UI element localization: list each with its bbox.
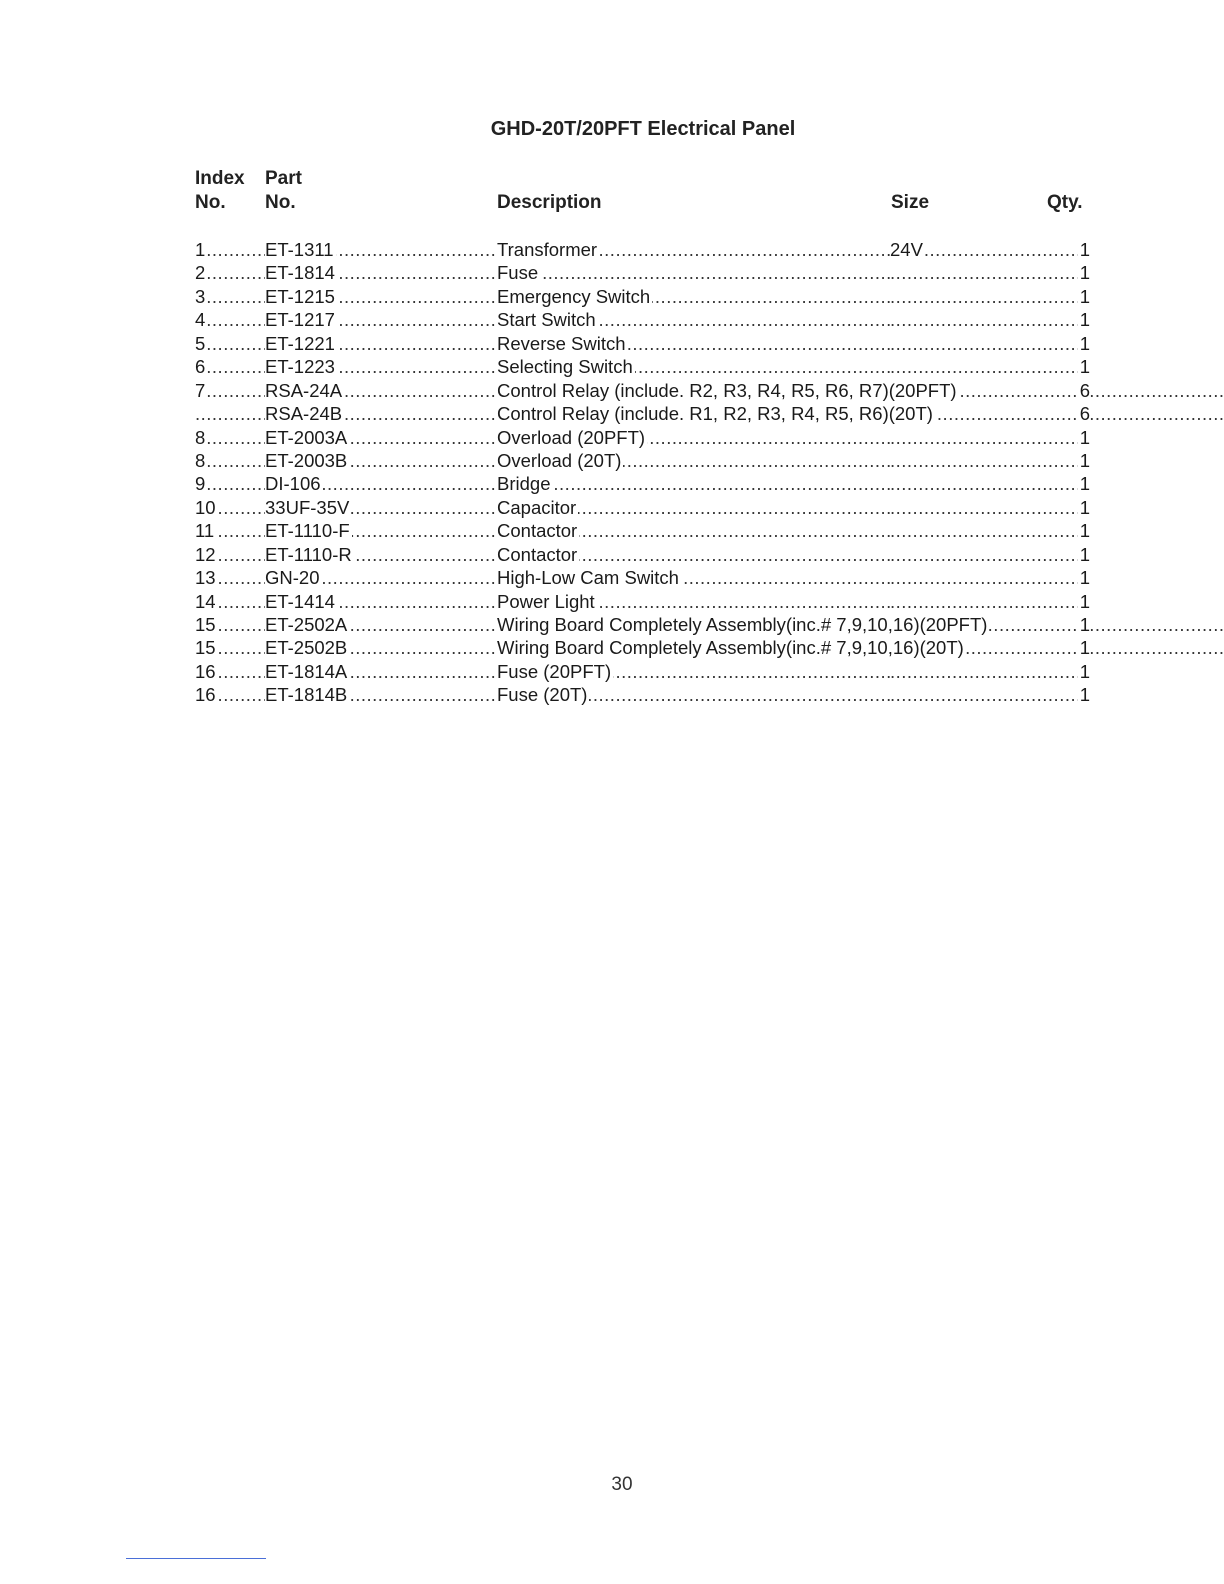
description-cell — [497, 308, 890, 331]
index-cell-text: 16 — [195, 660, 216, 682]
index-cell — [195, 566, 265, 589]
table-row — [195, 683, 1090, 706]
qty-cell: 1 — [1079, 684, 1090, 706]
part-number-cell — [265, 543, 495, 566]
table-row — [195, 238, 1090, 261]
qty-cell: 6 — [1079, 379, 1090, 401]
index-cell — [195, 543, 265, 566]
description-cell — [497, 285, 890, 308]
part-number-cell — [265, 402, 495, 425]
size-cell — [890, 543, 1088, 566]
size-cell — [890, 261, 1088, 284]
description-cell-text: Power Light — [497, 590, 595, 612]
description-cell-text: Control Relay (include. R2, R3, R4, R5, R6, R7)(20PFT) — [497, 379, 957, 401]
part-number-cell — [265, 308, 495, 331]
description-cell — [497, 238, 890, 261]
part-number-cell — [265, 261, 495, 284]
index-cell-text: 3 — [195, 285, 206, 307]
part-number-cell-text: ET-1311 — [265, 239, 334, 260]
description-cell — [497, 660, 890, 683]
index-cell-text: 15 — [195, 614, 216, 635]
description-cell-text: Fuse — [497, 262, 539, 284]
table-row — [195, 590, 1090, 613]
table-row — [195, 402, 1090, 425]
index-cell — [195, 472, 265, 495]
part-number-cell-text: RSA-24B — [265, 403, 343, 425]
part-number-cell-text: ET-2502B — [265, 637, 348, 659]
index-cell-text: 16 — [195, 684, 216, 706]
index-cell — [195, 496, 265, 519]
index-cell-text: 13 — [195, 567, 216, 589]
qty-cell: 1 — [1079, 262, 1090, 284]
page-title: GHD-20T/20PFT Electrical Panel — [490, 118, 796, 140]
index-cell — [195, 261, 265, 284]
index-cell-text: 7 — [195, 379, 206, 401]
description-cell — [497, 402, 1224, 425]
index-cell-text: 12 — [195, 543, 216, 565]
table-row — [195, 519, 1090, 542]
qty-cell: 1 — [1079, 590, 1090, 612]
table-row — [195, 261, 1090, 284]
index-cell — [195, 636, 265, 659]
size-cell — [890, 355, 1088, 378]
table-row — [195, 355, 1090, 378]
description-cell-text: Control Relay (include. R1, R2, R3, R4, R5, R6)(20T) — [497, 403, 933, 425]
size-cell — [890, 590, 1088, 613]
index-cell — [195, 379, 265, 402]
table-row — [195, 543, 1090, 566]
table-row — [195, 332, 1090, 355]
qty-cell: 1 — [1079, 356, 1090, 378]
table-row — [195, 660, 1090, 683]
qty-cell: 1 — [1079, 660, 1090, 682]
index-cell — [195, 426, 265, 449]
index-cell — [195, 402, 265, 425]
parts-table — [195, 238, 1090, 707]
qty-cell: 1 — [1079, 285, 1090, 307]
part-number-cell — [265, 683, 495, 706]
size-cell — [890, 566, 1088, 589]
index-cell — [195, 613, 265, 636]
description-cell — [497, 332, 890, 355]
qty-cell: 1 — [1079, 496, 1090, 518]
part-number-cell — [265, 496, 495, 519]
part-number-cell — [265, 285, 495, 308]
part-number-cell — [265, 519, 495, 542]
size-cell — [890, 332, 1088, 355]
table-row — [195, 472, 1090, 495]
scan-artifact-line — [126, 1558, 266, 1559]
part-number-cell — [265, 332, 495, 355]
index-cell — [195, 590, 265, 613]
header-size: Size — [891, 192, 930, 213]
size-cell — [890, 285, 1088, 308]
part-number-cell — [265, 449, 495, 472]
description-cell-text: Overload (20PFT) — [497, 426, 646, 448]
part-number-cell — [265, 660, 495, 683]
description-cell — [497, 636, 1224, 659]
index-cell — [195, 355, 265, 378]
description-cell-text: Contactor — [497, 543, 578, 565]
part-number-cell-text: ET-1814 — [265, 262, 335, 284]
index-cell-text: 14 — [195, 590, 216, 612]
part-number-cell — [265, 426, 495, 449]
table-row — [195, 449, 1090, 472]
header-index-line2: No. — [195, 192, 226, 213]
part-number-cell — [265, 238, 495, 261]
index-cell-text: 1 — [195, 239, 206, 260]
size-cell — [890, 519, 1088, 542]
part-number-cell-text: ET-1814A — [265, 660, 348, 682]
size-cell — [890, 238, 1088, 261]
part-number-cell — [265, 636, 495, 659]
header-part-line2: No. — [265, 192, 296, 213]
description-cell-text: Bridge — [497, 473, 551, 495]
description-cell — [497, 519, 890, 542]
index-cell — [195, 332, 265, 355]
size-cell — [890, 660, 1088, 683]
part-number-cell — [265, 379, 495, 402]
qty-cell: 1 — [1079, 239, 1090, 260]
part-number-cell-text: DI-106 — [265, 473, 321, 495]
qty-cell: 1 — [1079, 543, 1090, 565]
description-cell — [497, 449, 890, 472]
table-row — [195, 308, 1090, 331]
part-number-cell-text: ET-1110-R — [265, 543, 352, 565]
size-cell-text: 24V — [890, 239, 923, 260]
index-cell-text: 9 — [195, 473, 206, 495]
size-cell — [890, 426, 1088, 449]
table-row — [195, 379, 1090, 402]
part-number-cell-text: ET-1814B — [265, 684, 348, 706]
part-number-cell-text: ET-1223 — [265, 356, 335, 378]
description-cell — [497, 426, 890, 449]
description-cell — [497, 613, 1224, 636]
part-number-cell-text: RSA-24A — [265, 379, 343, 401]
description-cell — [497, 683, 890, 706]
part-number-cell — [265, 355, 495, 378]
index-cell — [195, 449, 265, 472]
description-cell — [497, 496, 890, 519]
qty-cell: 1 — [1079, 449, 1090, 471]
description-cell-text: Contactor — [497, 520, 578, 542]
qty-cell: 1 — [1079, 473, 1090, 495]
index-cell-text: 4 — [195, 309, 206, 331]
description-cell — [497, 472, 890, 495]
description-cell-text: Wiring Board Completely Assembly(inc.# 7,9,10,16)(20T) — [497, 637, 964, 659]
description-cell-text: Fuse (20PFT) — [497, 660, 612, 682]
part-number-cell — [265, 472, 495, 495]
description-cell — [497, 355, 890, 378]
description-cell-text: Wiring Board Completely Assembly(inc.# 7,9,10,16)(20PFT) — [497, 614, 988, 635]
index-cell — [195, 308, 265, 331]
table-row — [195, 285, 1090, 308]
part-number-cell-text: ET-1110-F — [265, 520, 350, 542]
qty-cell: 1 — [1079, 520, 1090, 542]
part-number-cell-text: ET-1221 — [265, 332, 335, 354]
size-cell — [890, 683, 1088, 706]
description-cell — [497, 379, 1224, 402]
index-cell-text: 10 — [195, 496, 216, 518]
qty-cell: 1 — [1079, 426, 1090, 448]
header-qty: Qty. — [1047, 192, 1083, 213]
header-index-line1: Index — [195, 168, 245, 189]
index-cell — [195, 285, 265, 308]
part-number-cell-text: ET-2003A — [265, 426, 348, 448]
table-row — [195, 636, 1090, 659]
index-cell — [195, 683, 265, 706]
index-cell — [195, 660, 265, 683]
table-row — [195, 613, 1090, 636]
part-number-cell-text: ET-1414 — [265, 590, 335, 612]
index-cell-text: 2 — [195, 262, 206, 284]
description-cell-text: Overload (20T) — [497, 449, 622, 471]
index-cell — [195, 238, 265, 261]
description-cell-text: High-Low Cam Switch — [497, 567, 679, 589]
size-cell — [890, 496, 1088, 519]
description-cell — [497, 590, 890, 613]
part-number-cell — [265, 613, 495, 636]
index-cell-text: 15 — [195, 637, 216, 659]
description-cell-text: Transformer — [497, 239, 598, 260]
part-number-cell-text: 33UF-35V — [265, 496, 350, 518]
part-number-cell-text: ET-2003B — [265, 449, 348, 471]
part-number-cell — [265, 590, 495, 613]
index-cell-text: 6 — [195, 356, 206, 378]
description-cell — [497, 261, 890, 284]
index-cell-text: 8 — [195, 426, 206, 448]
header-part-line1: Part — [265, 168, 302, 189]
index-cell — [195, 519, 265, 542]
description-cell — [497, 566, 890, 589]
description-cell-text: Selecting Switch — [497, 356, 633, 378]
qty-cell: 1 — [1079, 567, 1090, 589]
table-row — [195, 566, 1090, 589]
header-description: Description — [497, 192, 602, 213]
part-number-cell-text: ET-1215 — [265, 285, 335, 307]
qty-cell: 1 — [1079, 332, 1090, 354]
description-cell — [497, 543, 890, 566]
part-number-cell-text: ET-1217 — [265, 309, 335, 331]
description-cell-text: Reverse Switch — [497, 332, 626, 354]
qty-cell: 1 — [1079, 309, 1090, 331]
description-cell-text: Start Switch — [497, 309, 596, 331]
table-row — [195, 426, 1090, 449]
part-number-cell-text: GN-20 — [265, 567, 320, 589]
description-cell-text: Capacitor — [497, 496, 577, 518]
qty-cell: 1 — [1079, 614, 1090, 635]
description-cell-text: Emergency Switch — [497, 285, 651, 307]
part-number-cell — [265, 566, 495, 589]
index-cell-text: 8 — [195, 449, 206, 471]
description-cell-text: Fuse (20T) — [497, 684, 588, 706]
index-cell-text: 11 — [195, 520, 215, 542]
size-cell — [890, 308, 1088, 331]
size-cell — [890, 449, 1088, 472]
index-cell-text: 5 — [195, 332, 206, 354]
table-row — [195, 496, 1090, 519]
part-number-cell-text: ET-2502A — [265, 614, 348, 635]
qty-cell: 1 — [1079, 637, 1090, 659]
page-number: 30 — [611, 1474, 633, 1495]
size-cell — [890, 472, 1088, 495]
qty-cell: 6 — [1079, 403, 1090, 425]
